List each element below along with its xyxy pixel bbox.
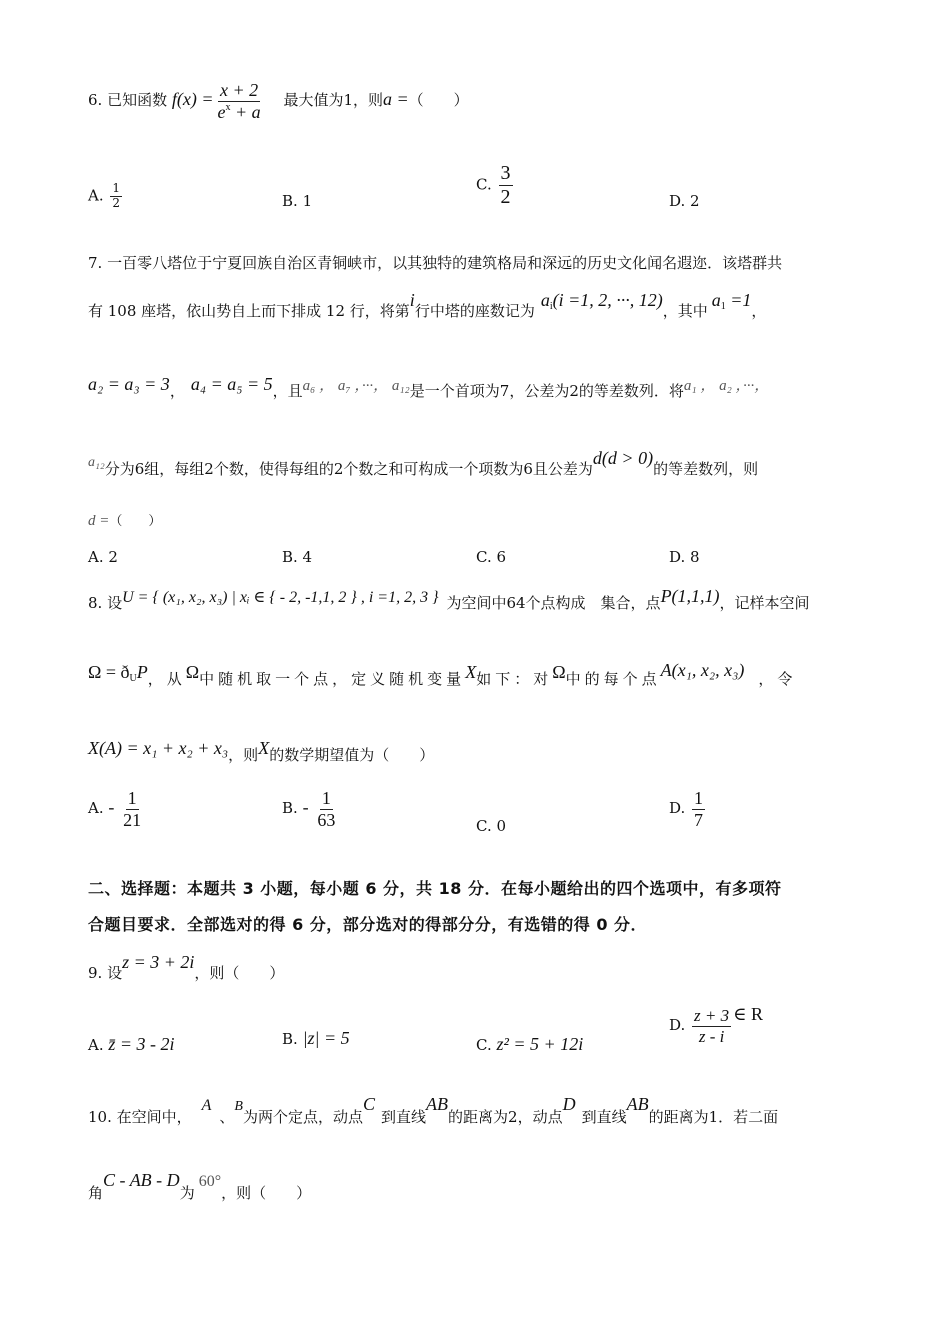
- math-var: a =: [383, 89, 409, 110]
- question-7-line-1: 7. 一百零八塔位于宁夏回族自治区青铜峡市，以其独特的建筑格局和深远的历史文化闻名遐迩．该塔群共: [88, 254, 783, 272]
- question-10-line-1: 10. 在空间中，A、B为两个定点，动点C到直线AB的距离为2，动点D到直线AB的距离为1．若二面: [88, 1094, 779, 1126]
- q7-option-c: C. 6: [476, 548, 507, 566]
- q6-option-d: D. 2: [669, 192, 700, 210]
- q7-option-b: B. 4: [282, 548, 313, 566]
- q7-option-a: A. 2: [88, 548, 118, 566]
- question-10-line-2: 角C - AB - D为60°，则（ ）: [88, 1170, 312, 1202]
- math-set: U = { (x₁, x₂, x₃) | xᵢ ∈ { - 2, -1,1, 2 } , i =1, 2, 3 }: [122, 589, 439, 606]
- question-text: 已知函数: [107, 91, 168, 110]
- q8-option-a: A. - $\frac{1}{21}$: [88, 788, 142, 830]
- q6-option-b: B. 1: [282, 192, 313, 210]
- q9-option-c: C. z² = 5 + 12i: [476, 1034, 584, 1054]
- math-fraction: $\frac{x + 2}{e^x + a}$: [217, 80, 261, 122]
- q6-option-a: A. $\frac{1}{2}$: [88, 181, 121, 210]
- question-9: 9. 设z = 3 + 2i，则（ ）: [88, 952, 285, 982]
- question-8-line-2: $\Omega = ð_UP$，从Ω中随机取一个点，定义随机变量X如下：对Ω中的每个点A(x₁, x₂, x₃) ，令: [88, 660, 797, 688]
- q7-option-d: D. 8: [669, 548, 700, 566]
- q8-option-b: B. - $\frac{1}{63}$: [282, 788, 336, 830]
- question-8-line-3: X(A) = x₁ + x₂ + x₃，则X的数学期望值为（ ）: [88, 738, 435, 764]
- math-fraction: $\frac{1}{2}$: [112, 181, 121, 210]
- math-fraction: $\frac{z + 3}{z - i}$: [694, 1006, 730, 1046]
- section-heading-line-1: 二、选择题：本题共 3 小题，每小题 6 分，共 18 分．在每小题给出的四个选项中，有多项符: [88, 879, 782, 898]
- question-7-line-2: 有 108 座塔，依山势自上而下排成 12 行，将第i行中塔的座数记为$a_i(i =1$, 2, ···, 12)，其中$a_1 =1$，: [88, 290, 767, 320]
- q8-option-c: C. 0: [476, 817, 507, 835]
- section-heading-line-2: 合题目要求．全部选对的得 6 分，部分选对的得部分分，有选错的得 0 分．: [88, 915, 648, 934]
- question-7-line-3: a₂ = a₃ = 3， a₄ = a₅ = 5，且a₆ ， a₇ ，···， a₁₂是一个首项为7，公差为2的等差数列．将a₁ ， a₂ ，···，: [88, 374, 770, 400]
- question-7-line-5: d =（ ）: [88, 513, 162, 529]
- question-text: 最大值为1，则: [283, 91, 383, 110]
- math-fraction: $\frac{3}{2}$: [500, 162, 511, 208]
- q9-option-b: B. |z| = 5: [282, 1028, 350, 1048]
- math-fraction: $\frac{1}{21}$: [123, 788, 142, 830]
- math-expr: z = 3 + 2i: [122, 952, 195, 972]
- math-fraction: $\frac{1}{63}$: [317, 788, 336, 830]
- question-6: [88, 80, 469, 122]
- answer-blank: （ ）: [408, 91, 469, 110]
- q9-option-a: A. z̄ = 3 - 2i: [88, 1034, 175, 1054]
- math-function: f(x) =: [171, 89, 214, 110]
- question-8-line-1: 8. 设U = { (x₁, x₂, x₃) | xᵢ ∈ { - 2, -1,1, 2 } , i =1, 2, 3 } 为空间中64个点构成 集合，点P(1,1,1)，记样本空间: [88, 586, 810, 612]
- q8-option-d: D. $\frac{1}{7}$: [669, 788, 704, 830]
- q6-option-c: C. $\frac{3}{2}$: [476, 162, 511, 208]
- q9-option-d: D. $\frac{z + 3}{z - i}$ ∈ R: [669, 1004, 763, 1046]
- math-fraction: $\frac{1}{7}$: [694, 788, 704, 830]
- question-number: 6.: [88, 91, 103, 110]
- question-7-line-4: a₁₂分为6组，每组2个数，使得每组的2个数之和可构成一个项数为6且公差为d(d > 0)的等差数列，则: [88, 448, 759, 478]
